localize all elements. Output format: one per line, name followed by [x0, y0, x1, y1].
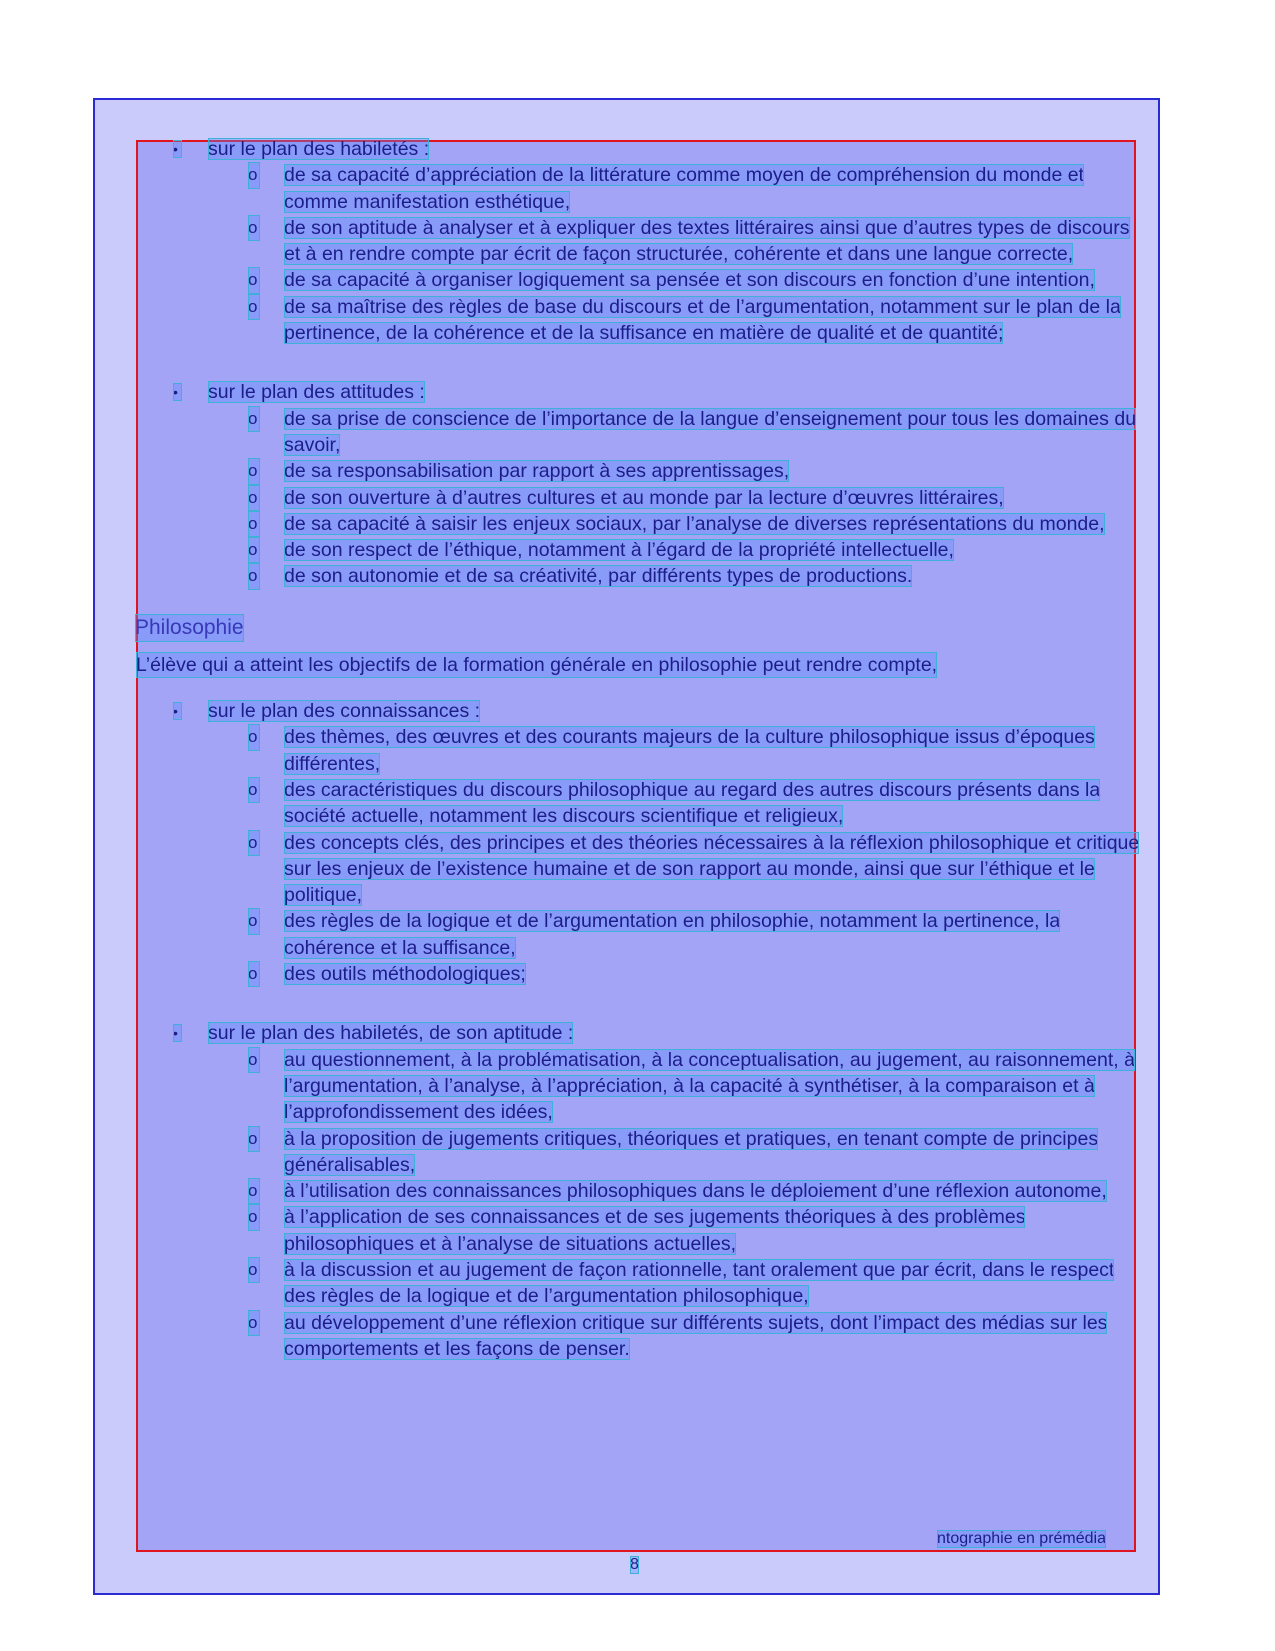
- philosophie-heading-wrap: [136, 614, 1146, 652]
- intro-paragraph: L’élève qui a atteint les objectifs de la formation générale en philosophie peut rendre compte,: [136, 652, 937, 678]
- circle-bullet-icon: [248, 961, 260, 987]
- bullet-icon: [173, 1024, 182, 1042]
- bullet-attitudes: [136, 379, 1146, 405]
- circle-bullet-icon: [248, 406, 260, 432]
- section-attitudes: [136, 379, 1146, 589]
- list-item: [136, 830, 1146, 909]
- circle-bullet-icon: [248, 830, 260, 856]
- circle-bullet-icon: [248, 777, 260, 803]
- list-item-text: à la proposition de jugements critiques, théoriques et pratiques, en tenant compte de principes généralisables,: [284, 1127, 1099, 1176]
- list-item: [136, 511, 1146, 537]
- bullet-habiletes-2: [136, 1020, 1146, 1046]
- list-item: [136, 908, 1146, 961]
- sub-list-habiletes-2: [136, 1047, 1146, 1363]
- list-item: [136, 563, 1146, 589]
- sub-list-habiletes-1: [136, 162, 1146, 346]
- circle-bullet-icon: [248, 1257, 260, 1283]
- circle-bullet-icon: [248, 724, 260, 750]
- bullet-icon: [173, 702, 182, 720]
- list-item-text: à l’application de ses connaissances et de ses jugements théoriques à des problèmes philosophiques et à l’analyse de situations actuelles,: [284, 1206, 1026, 1255]
- list-item: [136, 1257, 1146, 1310]
- circle-bullet-icon: [248, 267, 260, 293]
- bullet-habiletes-1: [136, 136, 1146, 162]
- circle-bullet-icon: [248, 458, 260, 484]
- list-item: [136, 485, 1146, 511]
- list-item: [136, 294, 1146, 347]
- circle-bullet-icon: [248, 1126, 260, 1152]
- list-item: [136, 961, 1146, 987]
- list-item: [136, 406, 1146, 459]
- list-item-text: de sa capacité à organiser logiquement sa pensée et son discours en fonction d’une intention,: [284, 269, 1095, 292]
- list-item-text: à l’utilisation des connaissances philosophiques dans le déploiement d’une réflexion autonome,: [284, 1180, 1107, 1203]
- circle-bullet-icon: [248, 162, 260, 188]
- list-item-text: de son autonomie et de sa créativité, par différents types de productions.: [284, 565, 913, 588]
- section-habiletes-2: [136, 1020, 1146, 1362]
- circle-bullet-icon: [248, 908, 260, 934]
- bullet-icon: [173, 140, 182, 158]
- list-item-text: au questionnement, à la problématisation, à la conceptualisation, au jugement, au raisonnement, à l’argumentation, à l’analyse, à l’appréciation, à la capacité à synthétiser, à la comparaison et à l’approfondissement des idées,: [284, 1048, 1135, 1124]
- sub-list-connaissances: [136, 724, 1146, 987]
- list-item-text: des thèmes, des œuvres et des courants majeurs de la culture philosophique issus d’époques différentes,: [284, 726, 1095, 775]
- list-item: [136, 458, 1146, 484]
- list-item-text: de sa maîtrise des règles de base du discours et de l’argumentation, notamment sur le plan de la pertinence, de la cohérence et de la suffisance en matière de qualité et de quantité;: [284, 295, 1121, 345]
- list-item: [136, 1204, 1146, 1257]
- page-title: Philosophie: [135, 614, 244, 642]
- circle-bullet-icon: [248, 215, 260, 241]
- list-item-text: des règles de la logique et de l’argumentation en philosophie, notamment la pertinence, la cohérence et la suffisance,: [284, 910, 1061, 959]
- section-heading: sur le plan des habiletés :: [208, 138, 430, 160]
- list-item: [136, 1126, 1146, 1179]
- list-item-text: des caractéristiques du discours philosophique au regard des autres discours présents dans la société actuelle, notamment les discours scientifique et religieux,: [284, 778, 1101, 828]
- document-body: [136, 136, 1146, 1362]
- list-item: [136, 162, 1146, 215]
- page-number: 8: [630, 1556, 639, 1573]
- list-item-text: à la discussion et au jugement de façon rationnelle, tant oralement que par écrit, dans le respect des règles de la logique et de l’argumentation philosophique,: [284, 1258, 1115, 1308]
- list-item-text: de sa capacité à saisir les enjeux sociaux, par l’analyse de diverses représentations du monde,: [284, 512, 1105, 535]
- list-item-text: de son ouverture à d’autres cultures et au monde par la lecture d’œuvres littéraires,: [284, 486, 1004, 509]
- list-item-text: des outils méthodologiques;: [284, 963, 526, 986]
- list-item-text: des concepts clés, des principes et des théories nécessaires à la réflexion philosophique et critique sur les enjeux de l’existence humaine et de son rapport au monde, ainsi que sur l’éthique et le politique,: [284, 831, 1140, 907]
- list-item-text: de son aptitude à analyser et à expliquer des textes littéraires ainsi que d’autres types de discours et à en rendre compte par écrit de façon structurée, cohérente et dans une langue correcte,: [284, 216, 1130, 266]
- section-heading: sur le plan des habiletés, de son aptitude :: [208, 1022, 574, 1045]
- philosophie-intro-wrap: [136, 652, 1146, 698]
- circle-bullet-icon: [248, 1204, 260, 1230]
- list-item: [136, 724, 1146, 777]
- circle-bullet-icon: [248, 485, 260, 511]
- circle-bullet-icon: [248, 511, 260, 537]
- circle-bullet-icon: [248, 1178, 260, 1204]
- list-item: [136, 777, 1146, 830]
- circle-bullet-icon: [248, 1310, 260, 1336]
- list-item-text: de sa capacité d’appréciation de la littérature comme moyen de compréhension du monde et comme manifestation esthétique,: [284, 164, 1084, 213]
- bullet-icon: [173, 383, 182, 401]
- bullet-connaissances: [136, 698, 1146, 724]
- section-habiletes-1: [136, 136, 1146, 346]
- section-heading: sur le plan des attitudes :: [208, 381, 425, 404]
- list-item-text: au développement d’une réflexion critique sur différents sujets, dont l’impact des médias sur les comportements et les façons de penser.: [284, 1311, 1108, 1360]
- list-item: [136, 1178, 1146, 1204]
- section-heading: sur le plan des connaissances :: [208, 700, 481, 723]
- footer-note: ntographie en prémédia: [937, 1530, 1107, 1547]
- circle-bullet-icon: [248, 1047, 260, 1073]
- list-item-text: de sa prise de conscience de l’importance de la langue d’enseignement pour tous les domaines du savoir,: [284, 407, 1137, 456]
- list-item: [136, 537, 1146, 563]
- list-item: [136, 215, 1146, 268]
- list-item: [136, 267, 1146, 293]
- sub-list-attitudes: [136, 406, 1146, 590]
- circle-bullet-icon: [248, 537, 260, 563]
- circle-bullet-icon: [248, 294, 260, 320]
- circle-bullet-icon: [248, 563, 260, 589]
- list-item-text: de sa responsabilisation par rapport à ses apprentissages,: [284, 460, 790, 483]
- list-item: [136, 1310, 1146, 1363]
- section-connaissances: [136, 698, 1146, 987]
- list-item-text: de son respect de l’éthique, notamment à l’égard de la propriété intellectuelle,: [284, 539, 954, 562]
- list-item: [136, 1047, 1146, 1126]
